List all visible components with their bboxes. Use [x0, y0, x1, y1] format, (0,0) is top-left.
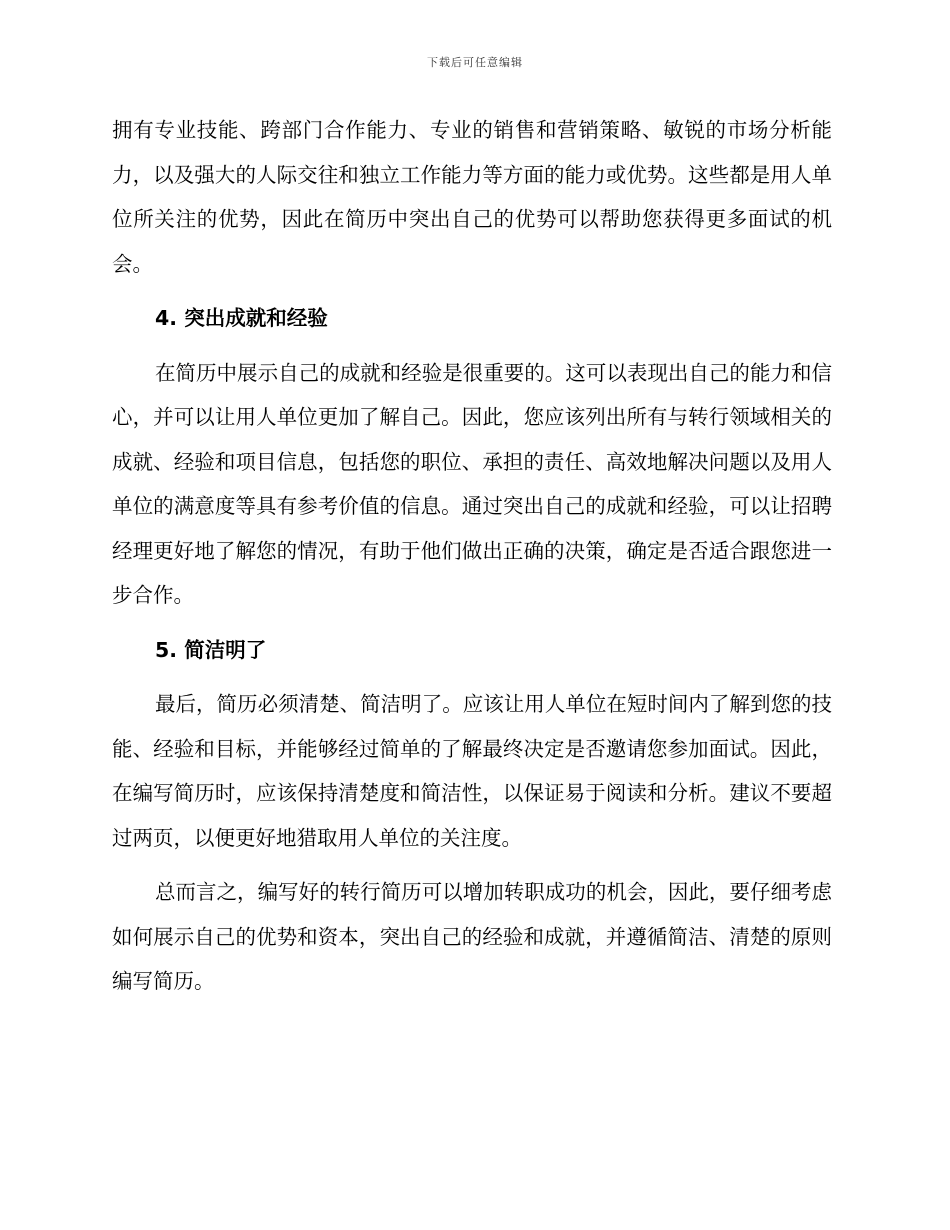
heading-highlight-achievements: 4. 突出成就和经验 — [155, 306, 328, 330]
page-header: 下载后可任意编辑 — [427, 56, 523, 69]
paragraph-achievements: 在简历中展示自己的成就和经验是很重要的。这可以表现出自己的能力和信心，并可以让用人单位更加了解自己。因此，您应该列出所有与转行领域相关的成就、经验和项目信息，包括您的职位、承担的责任、高效地解决问题以及用人单位的满意度等具有参考价值的信息。通过突出自己的成就和经验，可以让招聘经理更好地了解您的情况，有助于他们做出正确的决策，确定是否适合跟您进一步合作。 — [112, 360, 832, 607]
paragraph-conclusion: 总而言之，编写好的转行简历可以增加转职成功的机会，因此，要仔细考虑如何展示自己的优势和资本，突出自己的经验和成就，并遵循简洁、清楚的原则编写简历。 — [112, 880, 832, 993]
paragraph-concise: 最后，简历必须清楚、简洁明了。应该让用人单位在短时间内了解到您的技能、经验和目标，并能够经过简单的了解最终决定是否邀请您参加面试。因此，在编写简历时，应该保持清楚度和简洁性，以保证易于阅读和分析。建议不要超过两页，以便更好地猎取用人单位的关注度。 — [112, 692, 832, 850]
heading-concise: 5. 简洁明了 — [155, 637, 267, 662]
paragraph-strengths-continued: 拥有专业技能、跨部门合作能力、专业的销售和营销策略、敏锐的市场分析能力，以及强大的人际交往和独立工作能力等方面的能力或优势。这些都是用人单位所关注的优势，因此在简历中突出自己的优势可以帮助您获得更多面试的机会。 — [112, 118, 832, 276]
document-body — [112, 108, 832, 1004]
